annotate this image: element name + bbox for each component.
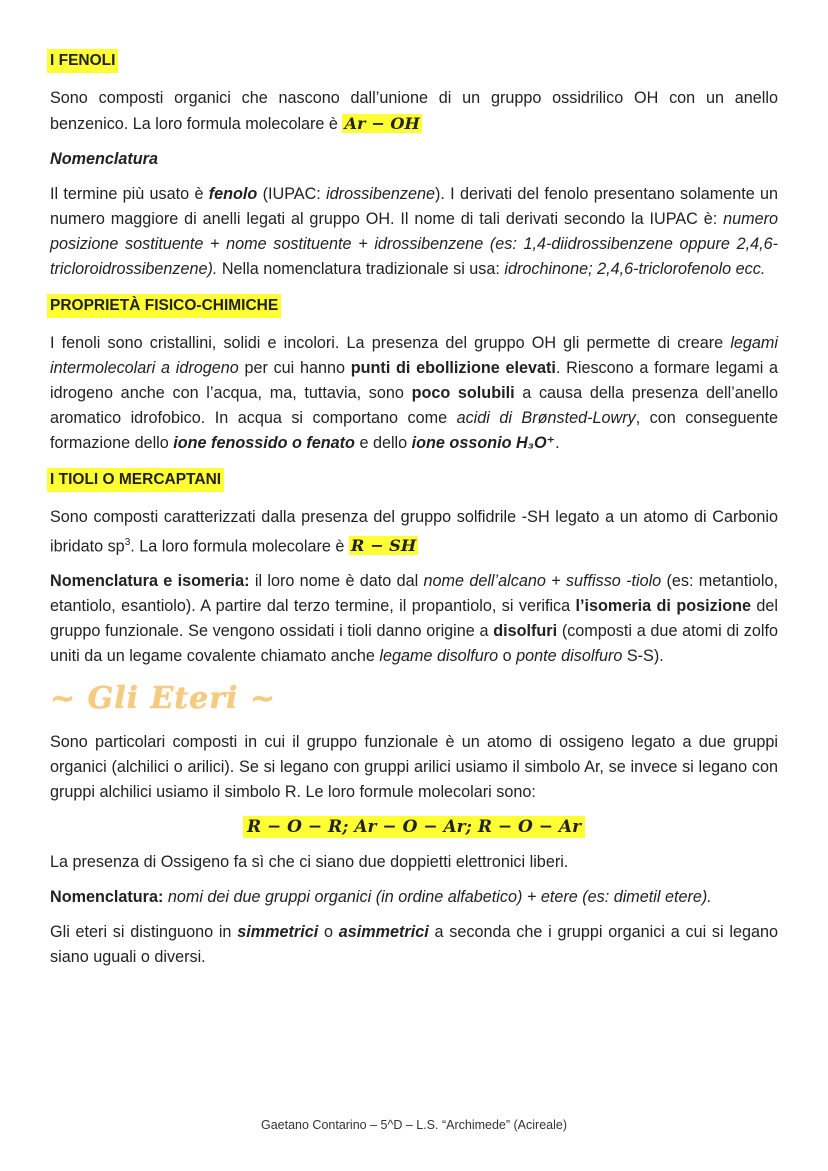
fenoli-nomenclatura-text: Il termine più usato è fenolo (IUPAC: idrossibenzene). I derivati del fenolo presentano solamente un numero maggiore di anelli legati al gruppo OH. Il nome di tali derivati secondo la IUPAC è: numero posizione sostituente + nome sostituente + idrossibenzene (es: 1,4-diidrossibenzene oppure 2,4,6-tricloroidrossibenzene). Nella nomenclatura tradizionale si usa: idrochinone; 2,4,6-triclorofenolo ecc. bbox=[50, 185, 779, 278]
formula-fenoli: Ar − OH bbox=[344, 114, 420, 133]
proprieta-text: I fenoli sono cristallini, solidi e incolori. La presenza del gruppo OH gli permette di creare legami intermolecolari a idrogeno per cui hanno punti di ebollizione elevati. Riescono a formare legami a idrogeno anche con l’acqua, ma, tuttavia, sono poco solubili a causa della presenza dell’anello aromatico idrofobico. In acqua si comportano come acidi di Brønsted-Lowry, con conseguente formazione dello ione fenossido o fenato e dello ione ossonio H₃O⁺. bbox=[50, 334, 779, 452]
heading-tioli: I TIOLI O MERCAPTANI bbox=[47, 468, 224, 492]
fenoli-intro: Sono composti organici che nascono dall’unione di un gruppo ossidrilico OH con un anello benzenico. La loro formula molecolare è Ar − OH bbox=[50, 89, 778, 133]
tioli-intro: Sono composti caratterizzati dalla presenza del gruppo solfidrile -SH legato a un atomo di Carbonio ibridato $sp^3$. La loro formula molecolare è R − SH bbox=[50, 508, 778, 556]
formula-tioli: R − SH bbox=[350, 536, 417, 556]
eteri-intro: Sono particolari composti in cui il gruppo funzionale è un atomo di ossigeno legato a due gruppi organici (alchilici o arilici). Se si legano con gruppi arilici usiamo il simbolo Ar, se invece si legano con gruppi alchilici usiamo il simbolo R. Le loro formule molecolari sono: bbox=[50, 733, 778, 802]
nomenclatura-heading: Nomenclatura bbox=[50, 150, 158, 168]
eteri-nomenclatura: Nomenclatura: nomi dei due gruppi organici (in ordine alfabetico) + etere (es: dimetil etere). bbox=[50, 888, 712, 907]
formula-eteri: R − O − R; Ar − O − Ar; R − O − Ar bbox=[50, 815, 778, 840]
tioli-nomenclatura: Nomenclatura e isomeria: il loro nome è dato dal nome dell’alcano + suffisso -tiolo (es: metantiolo, etantiolo, esantiolo). A partire dal terzo termine, il propantiolo, si verifica l’isomeria di posizione del gruppo funzionale. Se vengono ossidati i tioli danno origine a disolfuri (composti a due atomi di zolfo uniti da un legame covalente chiamato anche legame disolfuro o ponte disolfuro S-S). bbox=[50, 572, 778, 666]
eteri-simmetria: Gli eteri si distinguono in simmetrici o asimmetrici a seconda che i gruppi organici a cui si legano siano uguali o diversi. bbox=[50, 923, 779, 967]
page-footer: Gaetano Contarino – 5^D – L.S. “Archimede” (Acireale) bbox=[260, 1118, 567, 1132]
title-eteri: ~ Gli Eteri ~ bbox=[50, 681, 277, 717]
heading-proprieta: PROPRIETÀ FISICO-CHIMICHE bbox=[47, 294, 281, 318]
document-page bbox=[50, 48, 778, 970]
heading-fenoli: I FENOLI bbox=[47, 49, 118, 73]
eteri-ossigeno: La presenza di Ossigeno fa sì che ci siano due doppietti elettronici liberi. bbox=[50, 853, 569, 872]
